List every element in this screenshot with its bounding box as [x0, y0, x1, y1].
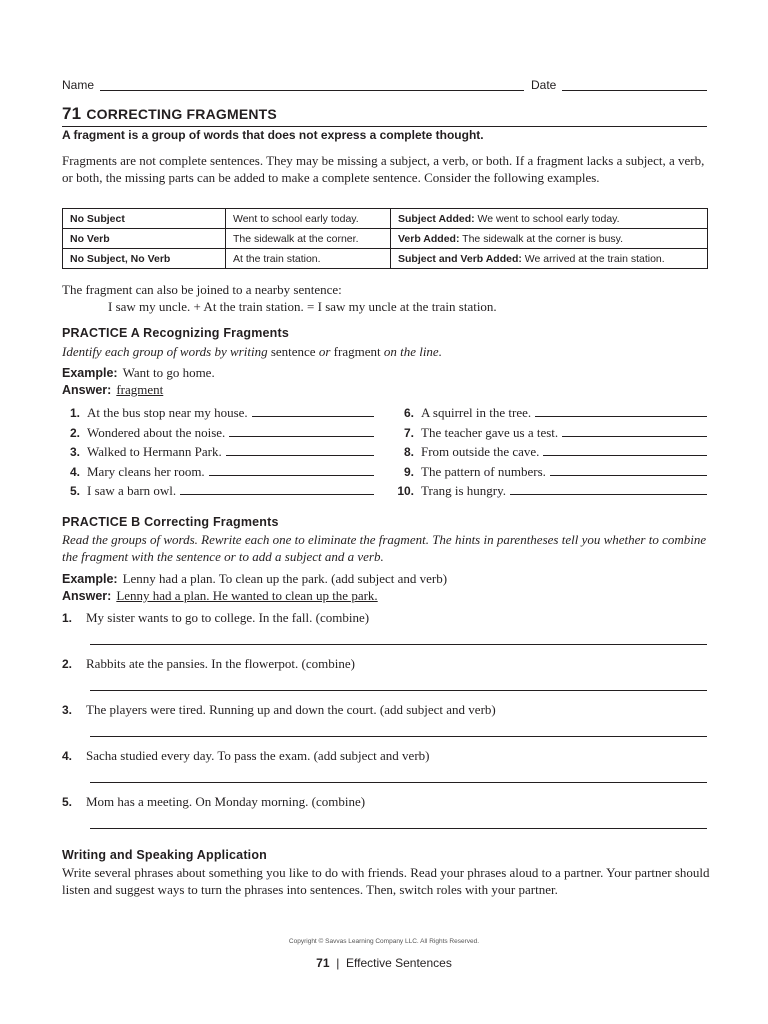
- item-number: 4.: [62, 749, 73, 763]
- answer-blank[interactable]: [510, 482, 707, 495]
- item-text: Mary cleans her room.: [87, 464, 205, 479]
- example-label: Example:: [62, 572, 118, 586]
- name-date-row: [62, 76, 707, 94]
- lesson-number: 71: [62, 104, 82, 123]
- answer-blank[interactable]: [180, 482, 374, 495]
- intro-paragraph: Fragments are not complete sentences. They may be missing a subject, a verb, or both. If a fragment lacks a subject, a verb, or both, the missing parts can be added to make a complete sentence. Consider the following examples.: [62, 153, 705, 185]
- fix-label: Subject Added:: [398, 212, 475, 225]
- item-number: 2.: [62, 657, 73, 671]
- item-number: 5.: [62, 795, 73, 809]
- example-text: Want to go home.: [122, 365, 215, 380]
- copyright: Copyright © Savvas Learning Company LLC. All Rights Reserved.: [288, 938, 480, 945]
- page-title: [62, 104, 707, 127]
- answer-blank[interactable]: [543, 443, 707, 456]
- footer-section: Effective Sentences: [345, 956, 452, 970]
- item-text: My sister wants to go to college. In the fall. (combine): [86, 610, 370, 625]
- item-number: 6.: [403, 406, 414, 420]
- item-text: Walked to Hermann Park.: [87, 444, 222, 459]
- item-text: Sacha studied every day. To pass the exam. (add subject and verb): [86, 748, 430, 763]
- example-text: Lenny had a plan. To clean up the park. (add subject and verb): [122, 571, 448, 586]
- join-line-1: The fragment can also be joined to a nearby sentence:: [62, 282, 342, 297]
- item-text: At the bus stop near my house.: [87, 405, 248, 420]
- item-number: 3.: [62, 703, 73, 717]
- practice-b-item: [62, 794, 365, 810]
- fixed-sentence: [391, 249, 708, 269]
- answer-label: Answer:: [62, 589, 112, 603]
- item-text: I saw a barn owl.: [87, 483, 177, 498]
- answer-blank[interactable]: [252, 404, 374, 417]
- name-field[interactable]: [100, 90, 524, 91]
- practice-a-item: [396, 424, 707, 442]
- answer-blank[interactable]: [226, 443, 374, 456]
- instr-part: on the line.: [380, 344, 442, 359]
- practice-a-item: [62, 404, 374, 422]
- fixed-sentence: [391, 229, 708, 249]
- fix-text: We went to school early today.: [474, 212, 620, 225]
- item-number: 7.: [403, 426, 414, 440]
- item-number: 2.: [69, 426, 80, 440]
- answer-blank[interactable]: [535, 404, 707, 417]
- answer-line[interactable]: [90, 690, 707, 691]
- item-text: Trang is hungry.: [421, 483, 506, 498]
- instr-part: or: [315, 344, 334, 359]
- practice-a-item: [62, 463, 374, 481]
- answer-blank[interactable]: [562, 424, 707, 437]
- practice-a-item: [396, 482, 707, 500]
- practice-a-instructions: [62, 343, 710, 360]
- application-heading: Writing and Speaking Application: [62, 848, 268, 862]
- practice-b-heading: PRACTICE B Correcting Fragments: [62, 515, 279, 529]
- practice-b-example: [62, 571, 447, 587]
- item-text: From outside the cave.: [421, 444, 540, 459]
- practice-b-item: [62, 702, 496, 718]
- answer-line[interactable]: [90, 782, 707, 783]
- item-text: The teacher gave us a test.: [421, 425, 559, 440]
- practice-b-answer: [62, 588, 378, 604]
- answer-text: Lenny had a plan. He wanted to clean up the park.: [116, 588, 378, 603]
- fix-label: Subject and Verb Added:: [398, 252, 522, 265]
- practice-a-item: [62, 443, 374, 461]
- answer-blank[interactable]: [209, 463, 374, 476]
- item-text: Rabbits ate the pansies. In the flowerpot. (combine): [86, 656, 355, 671]
- fragment-example: At the train station.: [226, 249, 391, 269]
- fragment-type: No Verb: [63, 229, 226, 249]
- practice-a-example: [62, 365, 215, 381]
- answer-text: fragment: [116, 382, 164, 397]
- practice-a-item: [396, 404, 707, 422]
- item-number: 9.: [403, 465, 414, 479]
- item-number: 1.: [62, 611, 73, 625]
- definition: A fragment is a group of words that does not express a complete thought.: [62, 128, 484, 142]
- example-label: Example:: [62, 366, 118, 380]
- example-row: [63, 249, 708, 269]
- instr-word-sentence: sentence: [270, 344, 316, 359]
- page-number: 71: [316, 956, 330, 970]
- answer-line[interactable]: [90, 828, 707, 829]
- practice-b-item: [62, 656, 355, 672]
- item-text: Wondered about the noise.: [87, 425, 226, 440]
- lesson-title: CORRECTING FRAGMENTS: [86, 106, 277, 122]
- item-number: 5.: [69, 484, 80, 498]
- practice-a-item: [62, 482, 374, 500]
- fixed-sentence: [391, 209, 708, 229]
- fragment-type: No Subject, No Verb: [63, 249, 226, 269]
- date-label: Date: [531, 78, 557, 92]
- answer-label: Answer:: [62, 383, 112, 397]
- practice-b-instructions: Read the groups of words. Rewrite each one to eliminate the fragment. The hints in parentheses tell you whether to combine the fragment with the sentence or to add a subject and a verb.: [62, 532, 707, 564]
- practice-a-answer: [62, 382, 163, 398]
- join-example: [62, 281, 497, 315]
- item-number: 4.: [69, 465, 80, 479]
- fix-text: The sidewalk at the corner is busy.: [459, 232, 624, 245]
- practice-a-item: [62, 424, 374, 442]
- examples-table: [62, 208, 708, 269]
- item-number: 10.: [397, 484, 414, 498]
- application-text: Write several phrases about something you like to do with friends. Read your phrases aloud to a partner. Your partner should listen and suggest ways to turn the phrases into sentences. Then, switch roles with your partner.: [62, 865, 710, 897]
- answer-blank[interactable]: [229, 424, 374, 437]
- fragment-type: No Subject: [63, 209, 226, 229]
- page-footer: [0, 956, 768, 970]
- example-row: [63, 209, 708, 229]
- practice-b-item: [62, 610, 369, 626]
- practice-a-item: [396, 443, 707, 461]
- fix-label: Verb Added:: [398, 232, 460, 245]
- item-number: 8.: [403, 445, 414, 459]
- name-label: Name: [62, 78, 95, 92]
- item-text: The players were tired. Running up and down the court. (add subject and verb): [86, 702, 496, 717]
- example-row: [63, 229, 708, 249]
- instr-word-fragment: fragment: [333, 344, 381, 359]
- practice-a-item: [396, 463, 707, 481]
- join-line-2: I saw my uncle. + At the train station. = I saw my uncle at the train station.: [108, 299, 497, 314]
- item-number: 1.: [69, 406, 80, 420]
- practice-a-heading: PRACTICE A Recognizing Fragments: [62, 326, 290, 340]
- fix-text: We arrived at the train station.: [521, 252, 665, 265]
- answer-line[interactable]: [90, 736, 707, 737]
- fragment-example: Went to school early today.: [226, 209, 391, 229]
- practice-b-item: [62, 748, 429, 764]
- item-number: 3.: [69, 445, 80, 459]
- item-text: The pattern of numbers.: [421, 464, 546, 479]
- fragment-example: The sidewalk at the corner.: [226, 229, 391, 249]
- answer-blank[interactable]: [550, 463, 707, 476]
- item-text: Mom has a meeting. On Monday morning. (combine): [86, 794, 366, 809]
- date-field[interactable]: [562, 90, 707, 91]
- answer-line[interactable]: [90, 644, 707, 645]
- item-text: A squirrel in the tree.: [421, 405, 532, 420]
- footer-separator: |: [336, 956, 340, 970]
- instr-part: Identify each group of words by writing: [62, 344, 271, 359]
